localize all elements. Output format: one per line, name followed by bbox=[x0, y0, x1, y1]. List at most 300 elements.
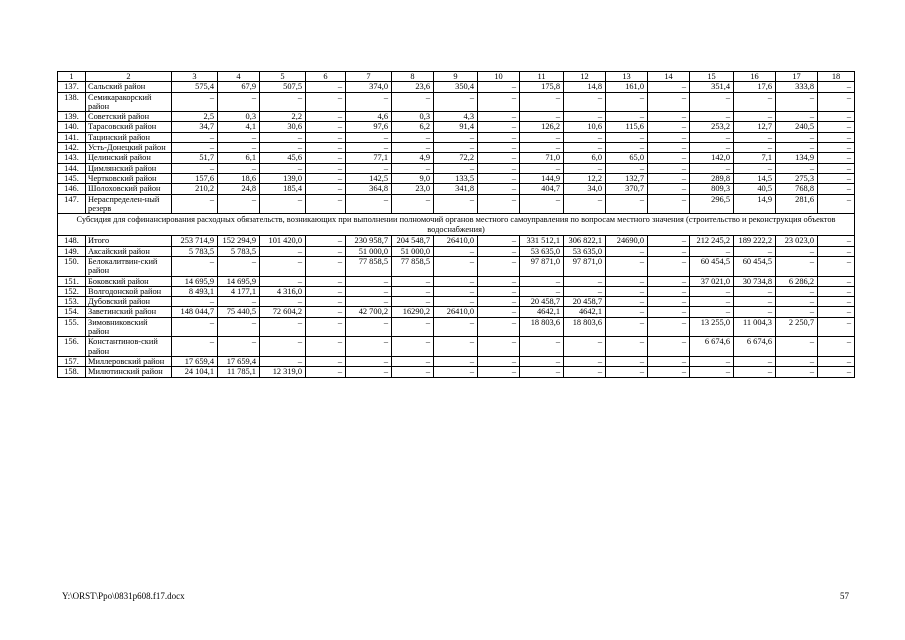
value-cell: – bbox=[434, 143, 478, 153]
value-cell: – bbox=[306, 143, 346, 153]
table-row bbox=[58, 276, 855, 286]
value-cell: – bbox=[346, 163, 392, 173]
column-number-7: 7 bbox=[346, 72, 392, 82]
value-cell: – bbox=[734, 307, 776, 317]
value-cell: 142,0 bbox=[690, 153, 734, 163]
value-cell: – bbox=[776, 256, 818, 276]
district-name: Волгодонской район bbox=[86, 286, 172, 296]
value-cell: 0,3 bbox=[392, 112, 434, 122]
value-cell: – bbox=[648, 82, 690, 92]
value-cell: 23,6 bbox=[392, 82, 434, 92]
value-cell: 4,3 bbox=[434, 112, 478, 122]
value-cell: – bbox=[478, 246, 520, 256]
value-cell: – bbox=[606, 256, 648, 276]
column-number-10: 10 bbox=[478, 72, 520, 82]
value-cell: – bbox=[346, 92, 392, 112]
value-cell: 13 255,0 bbox=[690, 317, 734, 337]
value-cell: – bbox=[478, 112, 520, 122]
district-name: Белокалитвин-ский район bbox=[86, 256, 172, 276]
value-cell: – bbox=[606, 317, 648, 337]
row-number: 138. bbox=[58, 92, 86, 112]
value-cell: – bbox=[306, 246, 346, 256]
value-cell: – bbox=[346, 132, 392, 142]
value-cell: – bbox=[818, 276, 855, 286]
value-cell: – bbox=[306, 163, 346, 173]
column-number-16: 16 bbox=[734, 72, 776, 82]
value-cell: 5 783,5 bbox=[172, 246, 218, 256]
value-cell: 37 021,0 bbox=[690, 276, 734, 286]
value-cell: – bbox=[520, 132, 564, 142]
value-cell: – bbox=[306, 173, 346, 183]
value-cell: – bbox=[306, 132, 346, 142]
value-cell: – bbox=[648, 112, 690, 122]
table-row bbox=[58, 236, 855, 246]
row-number: 151. bbox=[58, 276, 86, 286]
value-cell: – bbox=[434, 256, 478, 276]
value-cell: – bbox=[260, 317, 306, 337]
value-cell: – bbox=[478, 163, 520, 173]
value-cell: – bbox=[306, 194, 346, 214]
value-cell: – bbox=[478, 236, 520, 246]
column-number-4: 4 bbox=[218, 72, 260, 82]
value-cell: – bbox=[818, 184, 855, 194]
value-cell: – bbox=[690, 307, 734, 317]
value-cell: 14,5 bbox=[734, 173, 776, 183]
value-cell: – bbox=[648, 236, 690, 246]
value-cell: – bbox=[306, 236, 346, 246]
value-cell: 20 458,7 bbox=[520, 297, 564, 307]
value-cell: – bbox=[648, 153, 690, 163]
value-cell: – bbox=[818, 112, 855, 122]
value-cell: 350,4 bbox=[434, 82, 478, 92]
value-cell: 2,5 bbox=[172, 112, 218, 122]
table-row bbox=[58, 82, 855, 92]
value-cell: – bbox=[564, 286, 606, 296]
value-cell: – bbox=[564, 356, 606, 366]
value-cell: – bbox=[776, 297, 818, 307]
value-cell: 51,7 bbox=[172, 153, 218, 163]
value-cell: – bbox=[520, 92, 564, 112]
value-cell: – bbox=[260, 356, 306, 366]
value-cell: 374,0 bbox=[346, 82, 392, 92]
value-cell: 175,8 bbox=[520, 82, 564, 92]
value-cell: 275,3 bbox=[776, 173, 818, 183]
value-cell: 53 635,0 bbox=[564, 246, 606, 256]
value-cell: – bbox=[606, 297, 648, 307]
value-cell: – bbox=[818, 163, 855, 173]
value-cell: – bbox=[690, 286, 734, 296]
value-cell: – bbox=[172, 194, 218, 214]
value-cell: – bbox=[434, 286, 478, 296]
value-cell: – bbox=[734, 143, 776, 153]
value-cell: – bbox=[260, 194, 306, 214]
value-cell: – bbox=[306, 286, 346, 296]
row-number: 137. bbox=[58, 82, 86, 92]
value-cell: – bbox=[818, 246, 855, 256]
value-cell: – bbox=[520, 194, 564, 214]
value-cell: – bbox=[218, 163, 260, 173]
value-cell: 139,0 bbox=[260, 173, 306, 183]
value-cell: 152 294,9 bbox=[218, 236, 260, 246]
value-cell: – bbox=[434, 317, 478, 337]
value-cell: – bbox=[218, 297, 260, 307]
column-number-2: 2 bbox=[86, 72, 172, 82]
district-name: Тарасовский район bbox=[86, 122, 172, 132]
value-cell: – bbox=[606, 276, 648, 286]
value-cell: 2 250,7 bbox=[776, 317, 818, 337]
value-cell: – bbox=[818, 92, 855, 112]
row-number: 142. bbox=[58, 143, 86, 153]
value-cell: – bbox=[218, 317, 260, 337]
district-name: Цимлянский район bbox=[86, 163, 172, 173]
value-cell: – bbox=[520, 337, 564, 357]
value-cell: – bbox=[818, 153, 855, 163]
value-cell: – bbox=[478, 286, 520, 296]
row-number: 139. bbox=[58, 112, 86, 122]
value-cell: – bbox=[172, 132, 218, 142]
value-cell: 370,7 bbox=[606, 184, 648, 194]
value-cell: – bbox=[260, 337, 306, 357]
value-cell: 185,4 bbox=[260, 184, 306, 194]
value-cell: – bbox=[776, 367, 818, 377]
value-cell: – bbox=[564, 194, 606, 214]
value-cell: – bbox=[478, 337, 520, 357]
value-cell: – bbox=[346, 367, 392, 377]
district-name: Сальский район bbox=[86, 82, 172, 92]
value-cell: 12 319,0 bbox=[260, 367, 306, 377]
value-cell: 4 177,1 bbox=[218, 286, 260, 296]
district-name: Чертковский район bbox=[86, 173, 172, 183]
value-cell: 4 316,0 bbox=[260, 286, 306, 296]
value-cell: – bbox=[478, 276, 520, 286]
district-name: Миллеровский район bbox=[86, 356, 172, 366]
value-cell: 230 958,7 bbox=[346, 236, 392, 246]
value-cell: 341,8 bbox=[434, 184, 478, 194]
value-cell: – bbox=[818, 256, 855, 276]
value-cell: 212 245,2 bbox=[690, 236, 734, 246]
value-cell: – bbox=[346, 286, 392, 296]
table-row bbox=[58, 132, 855, 142]
value-cell: 4,1 bbox=[218, 122, 260, 132]
value-cell: 75 440,5 bbox=[218, 307, 260, 317]
value-cell: – bbox=[690, 297, 734, 307]
value-cell: – bbox=[172, 92, 218, 112]
value-cell: 240,5 bbox=[776, 122, 818, 132]
value-cell: 45,6 bbox=[260, 153, 306, 163]
value-cell: 204 548,7 bbox=[392, 236, 434, 246]
value-cell: 16290,2 bbox=[392, 307, 434, 317]
value-cell: – bbox=[648, 307, 690, 317]
district-name: Усть-Донецкий район bbox=[86, 143, 172, 153]
value-cell: – bbox=[564, 276, 606, 286]
value-cell: – bbox=[260, 276, 306, 286]
value-cell: – bbox=[478, 307, 520, 317]
column-number-3: 3 bbox=[172, 72, 218, 82]
value-cell: 5 783,5 bbox=[218, 246, 260, 256]
value-cell: – bbox=[648, 317, 690, 337]
value-cell: 132,7 bbox=[606, 173, 648, 183]
table-row bbox=[58, 153, 855, 163]
value-cell: – bbox=[520, 286, 564, 296]
value-cell: – bbox=[478, 194, 520, 214]
section-title: Субсидия для софинансирования расходных обязательств, возникающих при выполнении полномочий органов местного самоуправления по вопросам местного значения (строительство и реконструкция объектов водоснабжения) bbox=[58, 214, 855, 236]
value-cell: – bbox=[260, 132, 306, 142]
row-number: 153. bbox=[58, 297, 86, 307]
value-cell: 133,5 bbox=[434, 173, 478, 183]
value-cell: – bbox=[818, 337, 855, 357]
value-cell: – bbox=[172, 297, 218, 307]
value-cell: – bbox=[818, 132, 855, 142]
row-number: 141. bbox=[58, 132, 86, 142]
value-cell: – bbox=[818, 82, 855, 92]
value-cell: – bbox=[392, 286, 434, 296]
column-number-9: 9 bbox=[434, 72, 478, 82]
table-row bbox=[58, 143, 855, 153]
value-cell: – bbox=[690, 367, 734, 377]
value-cell: – bbox=[564, 112, 606, 122]
value-cell: 306 822,1 bbox=[564, 236, 606, 246]
value-cell: – bbox=[690, 92, 734, 112]
value-cell: – bbox=[606, 132, 648, 142]
value-cell: 17 659,4 bbox=[218, 356, 260, 366]
value-cell: – bbox=[434, 337, 478, 357]
value-cell: 333,8 bbox=[776, 82, 818, 92]
row-number: 146. bbox=[58, 184, 86, 194]
value-cell: – bbox=[306, 122, 346, 132]
budget-table bbox=[57, 71, 855, 378]
value-cell: – bbox=[478, 92, 520, 112]
value-cell: 8 493,1 bbox=[172, 286, 218, 296]
value-cell: 60 454,5 bbox=[734, 256, 776, 276]
value-cell: 23,0 bbox=[392, 184, 434, 194]
value-cell: – bbox=[172, 337, 218, 357]
row-number: 148. bbox=[58, 236, 86, 246]
row-number: 147. bbox=[58, 194, 86, 214]
value-cell: 126,2 bbox=[520, 122, 564, 132]
value-cell: – bbox=[606, 307, 648, 317]
value-cell: 91,4 bbox=[434, 122, 478, 132]
value-cell: 115,6 bbox=[606, 122, 648, 132]
value-cell: – bbox=[218, 132, 260, 142]
value-cell: – bbox=[306, 317, 346, 337]
value-cell: 14 695,9 bbox=[172, 276, 218, 286]
value-cell: – bbox=[392, 367, 434, 377]
value-cell: – bbox=[606, 92, 648, 112]
value-cell: – bbox=[648, 143, 690, 153]
value-cell: – bbox=[218, 256, 260, 276]
value-cell: – bbox=[434, 92, 478, 112]
value-cell: – bbox=[734, 286, 776, 296]
table-row bbox=[58, 194, 855, 214]
value-cell: 77 858,5 bbox=[346, 256, 392, 276]
column-number-17: 17 bbox=[776, 72, 818, 82]
value-cell: 72 604,2 bbox=[260, 307, 306, 317]
value-cell: 11 785,1 bbox=[218, 367, 260, 377]
value-cell: – bbox=[306, 297, 346, 307]
value-cell: 157,6 bbox=[172, 173, 218, 183]
value-cell: 4642,1 bbox=[520, 307, 564, 317]
table-row bbox=[58, 356, 855, 366]
value-cell: – bbox=[392, 356, 434, 366]
section-row bbox=[58, 214, 855, 236]
value-cell: 210,2 bbox=[172, 184, 218, 194]
value-cell: – bbox=[306, 92, 346, 112]
value-cell: – bbox=[648, 276, 690, 286]
value-cell: 134,9 bbox=[776, 153, 818, 163]
value-cell: – bbox=[648, 122, 690, 132]
value-cell: 161,0 bbox=[606, 82, 648, 92]
value-cell: – bbox=[478, 256, 520, 276]
value-cell: 72,2 bbox=[434, 153, 478, 163]
value-cell: 97 871,0 bbox=[520, 256, 564, 276]
row-number: 157. bbox=[58, 356, 86, 366]
value-cell: 51 000,0 bbox=[346, 246, 392, 256]
value-cell: – bbox=[306, 256, 346, 276]
column-number-5: 5 bbox=[260, 72, 306, 82]
table-row bbox=[58, 246, 855, 256]
value-cell: – bbox=[606, 367, 648, 377]
value-cell: – bbox=[306, 367, 346, 377]
table-row bbox=[58, 112, 855, 122]
value-cell: 6,2 bbox=[392, 122, 434, 132]
value-cell: – bbox=[478, 82, 520, 92]
value-cell: – bbox=[818, 307, 855, 317]
value-cell: 575,4 bbox=[172, 82, 218, 92]
value-cell: – bbox=[818, 367, 855, 377]
column-number-8: 8 bbox=[392, 72, 434, 82]
value-cell: – bbox=[776, 92, 818, 112]
value-cell: – bbox=[434, 297, 478, 307]
value-cell: – bbox=[818, 236, 855, 246]
value-cell: – bbox=[818, 173, 855, 183]
row-number: 158. bbox=[58, 367, 86, 377]
row-number: 140. bbox=[58, 122, 86, 132]
value-cell: 404,7 bbox=[520, 184, 564, 194]
value-cell: 34,0 bbox=[564, 184, 606, 194]
value-cell: 0,3 bbox=[218, 112, 260, 122]
value-cell: – bbox=[434, 356, 478, 366]
value-cell: – bbox=[434, 194, 478, 214]
value-cell: – bbox=[346, 317, 392, 337]
district-name: Семикаракорский район bbox=[86, 92, 172, 112]
value-cell: 4,9 bbox=[392, 153, 434, 163]
value-cell: – bbox=[648, 92, 690, 112]
value-cell: – bbox=[564, 143, 606, 153]
page-number: 57 bbox=[840, 591, 849, 601]
table-row bbox=[58, 337, 855, 357]
value-cell: – bbox=[172, 143, 218, 153]
value-cell: – bbox=[478, 367, 520, 377]
value-cell: – bbox=[776, 356, 818, 366]
column-number-14: 14 bbox=[648, 72, 690, 82]
district-name: Итого bbox=[86, 236, 172, 246]
value-cell: – bbox=[690, 143, 734, 153]
column-number-18: 18 bbox=[818, 72, 855, 82]
value-cell: 23 023,0 bbox=[776, 236, 818, 246]
value-cell: 42 700,2 bbox=[346, 307, 392, 317]
value-cell: – bbox=[818, 143, 855, 153]
value-cell: 53 635,0 bbox=[520, 246, 564, 256]
value-cell: – bbox=[606, 112, 648, 122]
value-cell: – bbox=[434, 163, 478, 173]
value-cell: 4642,1 bbox=[564, 307, 606, 317]
value-cell: 34,7 bbox=[172, 122, 218, 132]
value-cell: – bbox=[734, 112, 776, 122]
table-row bbox=[58, 307, 855, 317]
value-cell: 24,8 bbox=[218, 184, 260, 194]
value-cell: – bbox=[648, 286, 690, 296]
value-cell: – bbox=[392, 143, 434, 153]
value-cell: – bbox=[346, 356, 392, 366]
value-cell: 10,6 bbox=[564, 122, 606, 132]
value-cell: 9,0 bbox=[392, 173, 434, 183]
value-cell: – bbox=[606, 246, 648, 256]
row-number: 145. bbox=[58, 173, 86, 183]
value-cell: – bbox=[392, 297, 434, 307]
table-row bbox=[58, 92, 855, 112]
value-cell: – bbox=[648, 356, 690, 366]
value-cell: – bbox=[648, 163, 690, 173]
district-name: Милютинский район bbox=[86, 367, 172, 377]
value-cell: – bbox=[606, 286, 648, 296]
value-cell: 26410,0 bbox=[434, 236, 478, 246]
value-cell: 4,6 bbox=[346, 112, 392, 122]
value-cell: – bbox=[734, 92, 776, 112]
value-cell: – bbox=[564, 163, 606, 173]
value-cell: 14 695,9 bbox=[218, 276, 260, 286]
value-cell: 768,8 bbox=[776, 184, 818, 194]
table-row bbox=[58, 163, 855, 173]
column-number-13: 13 bbox=[606, 72, 648, 82]
value-cell: – bbox=[260, 92, 306, 112]
value-cell: – bbox=[776, 163, 818, 173]
value-cell: 24690,0 bbox=[606, 236, 648, 246]
value-cell: – bbox=[306, 112, 346, 122]
column-number-6: 6 bbox=[306, 72, 346, 82]
value-cell: 18 803,6 bbox=[564, 317, 606, 337]
value-cell: – bbox=[478, 132, 520, 142]
value-cell: – bbox=[818, 286, 855, 296]
value-cell: – bbox=[346, 297, 392, 307]
value-cell: – bbox=[306, 184, 346, 194]
value-cell: – bbox=[776, 246, 818, 256]
value-cell: 6 674,6 bbox=[734, 337, 776, 357]
value-cell: – bbox=[606, 163, 648, 173]
value-cell: 17,6 bbox=[734, 82, 776, 92]
district-name: Тацинский район bbox=[86, 132, 172, 142]
value-cell: – bbox=[734, 246, 776, 256]
value-cell: 142,5 bbox=[346, 173, 392, 183]
value-cell: 364,8 bbox=[346, 184, 392, 194]
value-cell: – bbox=[564, 367, 606, 377]
value-cell: – bbox=[260, 256, 306, 276]
value-cell: 351,4 bbox=[690, 82, 734, 92]
value-cell: 18,6 bbox=[218, 173, 260, 183]
value-cell: – bbox=[434, 246, 478, 256]
row-number: 155. bbox=[58, 317, 86, 337]
value-cell: – bbox=[690, 112, 734, 122]
value-cell: – bbox=[818, 356, 855, 366]
value-cell: 18 803,6 bbox=[520, 317, 564, 337]
value-cell: – bbox=[306, 153, 346, 163]
row-number: 154. bbox=[58, 307, 86, 317]
value-cell: 148 044,7 bbox=[172, 307, 218, 317]
value-cell: – bbox=[392, 163, 434, 173]
value-cell: – bbox=[776, 337, 818, 357]
value-cell: – bbox=[606, 337, 648, 357]
value-cell: 40,5 bbox=[734, 184, 776, 194]
value-cell: – bbox=[392, 132, 434, 142]
